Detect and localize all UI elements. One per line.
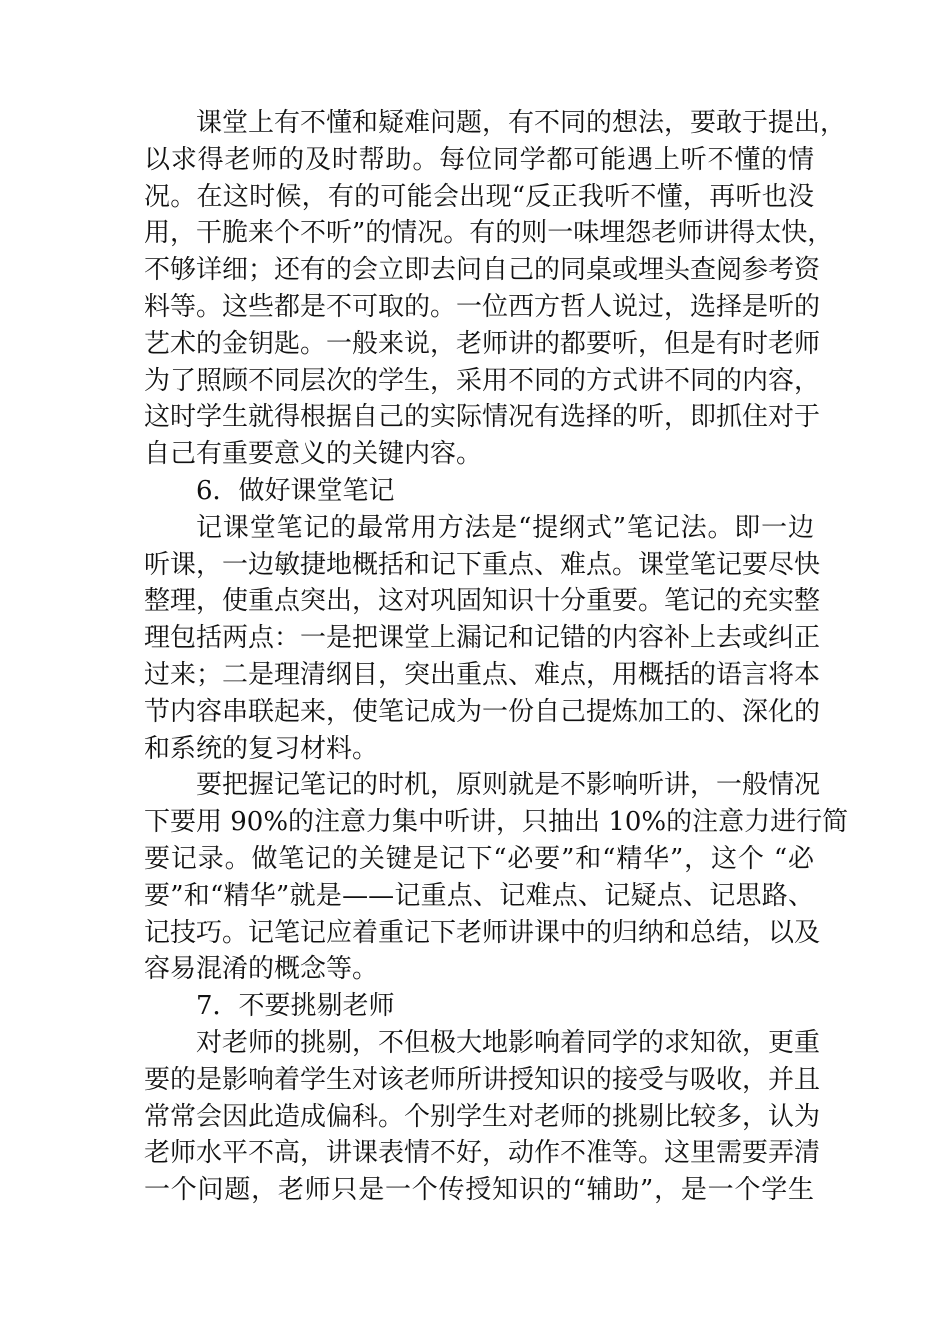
text-line: 常常会因此造成偏科。个别学生对老师的挑剔比较多，认为: [144, 1101, 821, 1132]
text-line: 老师水平不高，讲课表情不好，动作不准等。这里需要弄清: [144, 1138, 821, 1169]
text-line: 自己有重要意义的关键内容。: [144, 439, 483, 470]
text-line: 下要用 90%的注意力集中听讲，只抽出 10%的注意力进行简: [144, 807, 849, 838]
text-line: 用，干脆来个不听”的情况。有的则一味埋怨老师讲得太快，: [144, 218, 834, 249]
text-line: 这时学生就得根据自己的实际情况有选择的听，即抓住对于: [144, 402, 821, 433]
text-line: 和系统的复习材料。: [144, 733, 379, 764]
text-line: 记技巧。记笔记应着重记下老师讲课中的归纳和总结，以及: [144, 917, 821, 948]
text-line: 理包括两点：一是把课堂上漏记和记错的内容补上去或纠正: [144, 623, 821, 654]
text-line: 7．不要挑剔老师: [196, 991, 395, 1022]
text-line: 要的是影响着学生对该老师所讲授知识的接受与吸收，并且: [144, 1064, 821, 1095]
text-line: 料等。这些都是不可取的。一位西方哲人说过，选择是听的: [144, 291, 821, 322]
text-line: 要记录。做笔记的关键是记下“必要”和“精华”，这个 “必: [144, 843, 814, 874]
text-line: 节内容串联起来，使笔记成为一份自己提炼加工的、深化的: [144, 696, 821, 727]
text-line: 况。在这时候，有的可能会出现“反正我听不懂，再听也没: [144, 181, 814, 212]
text-line: 不够详细；还有的会立即去问自己的同桌或埋头查阅参考资: [144, 255, 821, 286]
text-line: 一个问题，老师只是一个传授知识的“辅助”，是一个学生: [144, 1175, 814, 1206]
text-line: 记课堂笔记的最常用方法是“提纲式”笔记法。即一边: [196, 512, 814, 543]
text-line: 对老师的挑剔，不但极大地影响着同学的求知欲，更重: [196, 1027, 821, 1058]
text-line: 过来；二是理清纲目，突出重点、难点，用概括的语言将本: [144, 659, 821, 690]
text-line: 6．做好课堂笔记: [196, 475, 395, 506]
body-text: [144, 105, 849, 1209]
text-line: 课堂上有不懂和疑难问题，有不同的想法，要敢于提出，: [196, 108, 847, 138]
text-line: 听课，一边敏捷地概括和记下重点、难点。课堂笔记要尽快: [144, 549, 821, 580]
text-line: 以求得老师的及时帮助。每位同学都可能遇上听不懂的情: [144, 144, 814, 175]
text-line: 容易混淆的概念等。: [144, 954, 379, 985]
text-line: 要”和“精华”就是——记重点、记难点、记疑点、记思路、: [144, 880, 814, 911]
text-line: 要把握记笔记的时机，原则就是不影响听讲，一般情况: [196, 770, 821, 801]
text-line: 为了照顾不同层次的学生，采用不同的方式讲不同的内容，: [144, 365, 821, 396]
text-line: 艺术的金钥匙。一般来说，老师讲的都要听，但是有时老师: [144, 328, 821, 359]
text-line: 整理，使重点突出，这对巩固知识十分重要。笔记的充实整: [144, 586, 821, 617]
